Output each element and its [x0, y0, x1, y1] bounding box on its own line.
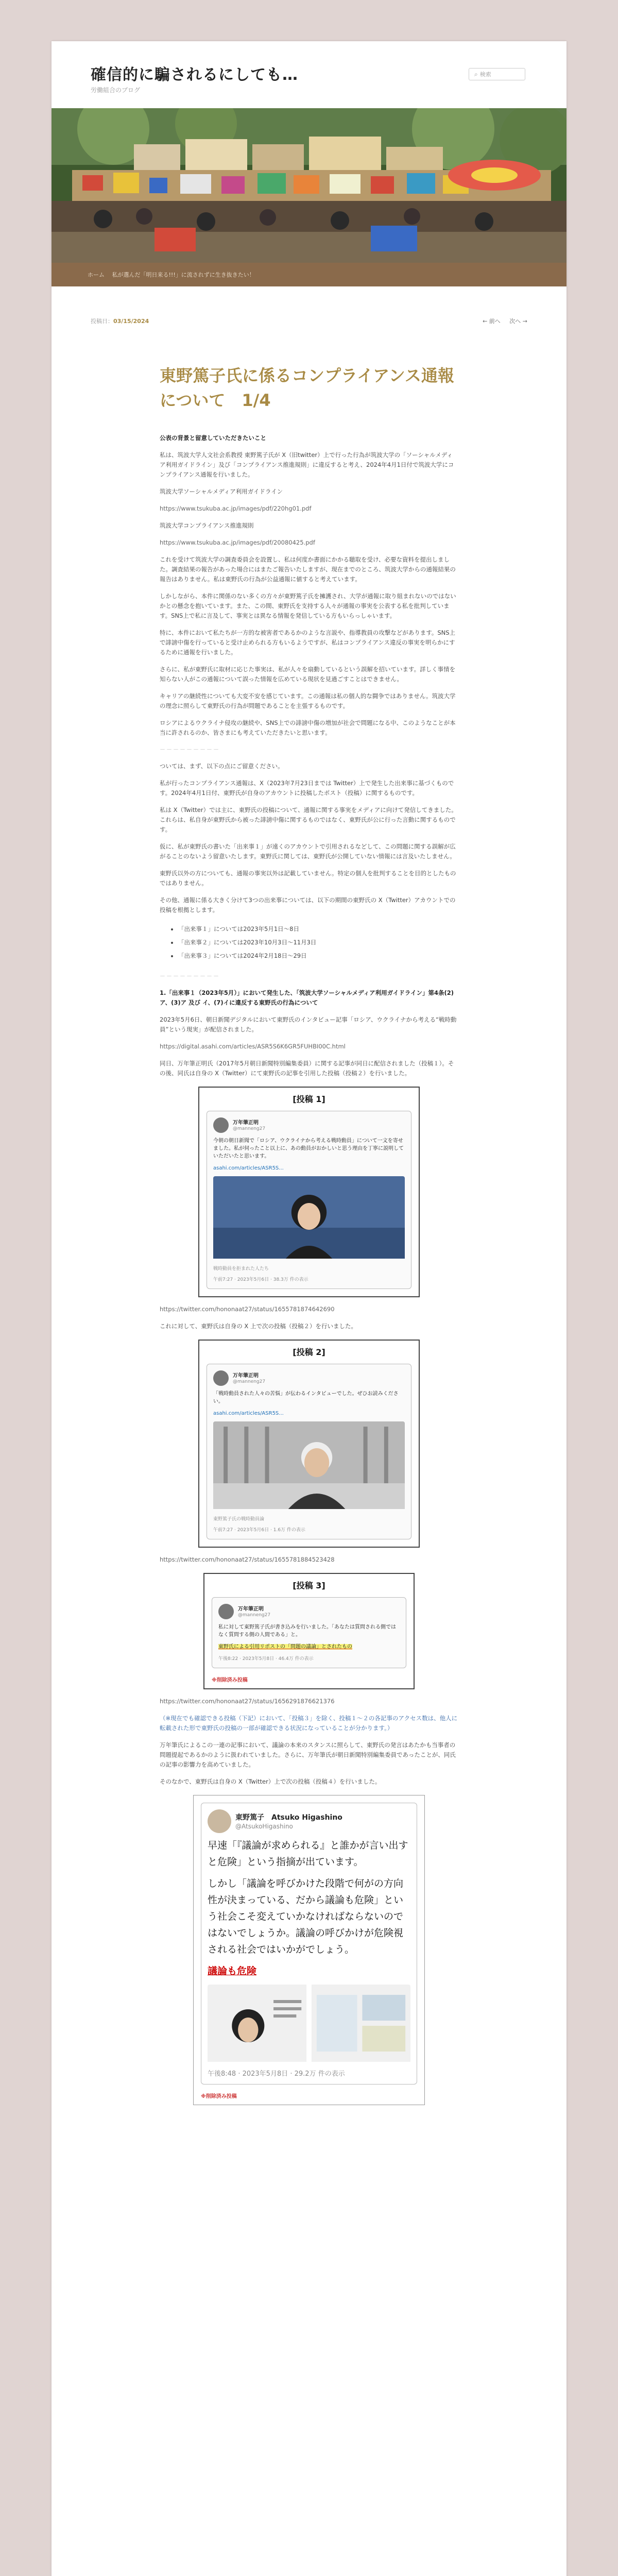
tweet-user-handle: @manneng27 — [238, 1612, 271, 1618]
tweet-screenshot-4 — [193, 1795, 425, 2105]
tweet-text: 「戦時動員された人々の苦悩」が伝わるインタビューでした。ぜひお読みください。 — [213, 1391, 399, 1404]
guideline-label: 筑波大学ソーシャルメディア利用ガイドライン — [160, 488, 283, 495]
tweet-user — [208, 1809, 410, 1833]
tweet-user-name: 万年筆正明 — [233, 1372, 259, 1379]
asahi-article-link[interactable]: https://digital.asahi.com/articles/ASR5S6K6GR5FUHBI00C.html — [160, 1043, 346, 1050]
tweet-label: [投稿 3] — [293, 1581, 325, 1590]
intro-paragraph: これを受けて筑波大学の調査委員会を設置し、私は何度か書面にかかる聴取を受け、必要な資料を提出しました。調査結果の報告があった場合にはまたご報告いたしますが、現在までのところ、筑波大学からの通報結果の報告はありません。私は東野氏の行為が公益通報に値すると考えています。 — [160, 556, 456, 583]
tweet-user — [213, 1117, 405, 1133]
tweet-screenshot-1 — [198, 1087, 420, 1297]
portrait-photo — [213, 1421, 405, 1509]
article-title: 東野篤子氏に係るコンプライアンス通報について 1/4 — [160, 366, 454, 410]
divider: －－－－－－－－－ — [160, 973, 220, 979]
tweet3-url[interactable]: https://twitter.com/hononaat27/status/1656291876621376 — [160, 1698, 335, 1705]
tweet-screenshot-2 — [198, 1340, 420, 1548]
detail-paragraph: 仮に、私が東野氏の書いた「出来事１」が遠くのアカウントで引用されるなどして、この問題に関する誤解が広がることのないよう留意いたします。東野氏に関しては、東野氏が公開していない情報には言及いたしません。 — [160, 843, 456, 860]
tweet-screenshot-3 — [203, 1573, 415, 1689]
site-description: 労働組合のブログ — [91, 87, 141, 94]
tweet-user — [218, 1604, 400, 1619]
after-tweet-paragraph: これに対して、東野氏は自身の X 上で次の投稿（投稿２）を行いました。 — [160, 1323, 357, 1330]
tweet-card — [207, 1364, 411, 1539]
intro-paragraph: ロシアによるウクライナ侵攻の継続や、SNS上での誹謗中傷の増加が社会で問題になる中、このようなことが本当に許されるのか、皆さまにも考えていただきたいと思います。 — [160, 719, 456, 736]
search-icon: ⌕ — [474, 70, 478, 78]
post-date-label: 投稿日： — [91, 318, 113, 325]
prev-post-link[interactable]: ← 前へ — [483, 318, 501, 325]
detail-paragraph: 私は X（Twitter）では主に、東野氏の投稿について、通報に関する事実をメディアに向けて発信してきました。これらは、私自身が東野氏から被った誹謗中傷に関するものではなく、東野氏が公に行った言動に関するものです。 — [160, 806, 457, 833]
post-date[interactable]: 03/15/2024 — [113, 318, 149, 325]
list-item: • 「出来事３」については2024年2月18日～29日 — [178, 949, 458, 962]
tweet-text: 早速「『議論が求められる』と誰かが言い出すと危険」という指摘が出ています。 — [208, 1840, 408, 1868]
article — [160, 363, 458, 2112]
list-item: • 「出来事２」については2023年10月3日～11月3日 — [178, 936, 458, 949]
tweet-highlight — [208, 1963, 410, 1979]
detail-paragraph: 私が行ったコンプライアンス通報は、X（2023年7月23日までは Twitter）上で発生した出来事に基づくものです。2024年4月1日付、東野氏が自身のアカウントに投稿したポスト（投稿）に関するものです。 — [160, 779, 454, 796]
avatar — [218, 1604, 234, 1619]
event1-paragraph: 同日、万年筆正明氏（2017年5月朝日新聞特別編集委員）に関する記事が同日に配信されました（投稿１）。その後、同氏は自身の X（Twitter）にて東野氏の記事を引用した投稿（投稿２）を行いました。 — [160, 1060, 454, 1077]
tweet2-url[interactable]: https://twitter.com/hononaat27/status/1655781884523428 — [160, 1556, 335, 1563]
after-tweet-paragraph: そのなかで、東野氏は自身の X（Twitter）上で次の投稿（投稿４）を行いました。 — [160, 1778, 381, 1785]
post-navigation — [475, 317, 527, 325]
guideline-link[interactable]: https://www.tsukuba.ac.jp/images/pdf/220hg01.pdf — [160, 505, 312, 512]
article-thumbnails — [208, 1985, 410, 2062]
tweet-image — [208, 1985, 410, 2064]
tweet-timestamp: 午後8:22 · 2023年5月8日 · 46.4万 件の表示 — [218, 1656, 314, 1662]
deleted-post-note: ※削除済み投稿 — [212, 1677, 248, 1683]
tweet-card — [212, 1597, 406, 1668]
tweet-user-handle: @manneng27 — [233, 1379, 266, 1384]
tweet-user-name: 万年筆正明 — [238, 1606, 264, 1612]
tweet-user-handle: @manneng27 — [233, 1126, 266, 1131]
portrait-photo — [213, 1176, 405, 1259]
tweet-text: しかし「議論を呼びかけた段階で何がの方向性が決まっている、だから議論も危険」という社会こそ変えていかなければならないのではないでしょうか。議論の呼びかけが危険視される社会ではいかがでしょう。 — [208, 1878, 404, 1955]
detail-paragraph: 東野氏以外の方についても、通報の事実以外は記載していません。特定の個人を批判することを目的としたものではありません。 — [160, 870, 456, 887]
tweet-link[interactable]: asahi.com/articles/ASR5S... — [213, 1411, 284, 1416]
divider: －－－－－－－－－ — [160, 746, 220, 753]
avatar — [208, 1809, 231, 1833]
tweet-timestamp: 午前7:27 · 2023年5月6日 · 38.3万 件の表示 — [213, 1277, 308, 1282]
intro-paragraph: 私は、筑波大学人文社会系教授 東野篤子氏が X（旧twitter）上で行った行為が筑波大学の「ソーシャルメディア利用ガイドライン」及び「コンプライアンス推進規則」に違反すると考え、2024年4月1日付で筑波大学にコンプライアンス通報を行いました。 — [160, 451, 454, 478]
rule-label: 筑波大学コンプライアンス推進規則 — [160, 522, 254, 529]
rule-link[interactable]: https://www.tsukuba.ac.jp/images/pdf/20080425.pdf — [160, 539, 315, 546]
detail-paragraph: その他、通報に係る大きく分けて3つの出来事については、以下の期間の東野氏の X（Twitter）アカウントでの投稿を根拠とします。 — [160, 896, 456, 913]
tweet-text: 今朝の朝日新聞で「ロシア、ウクライナから考える戦時動員」について一文を寄せました。私が伺ったこと以上に、あの動員がおかしいと思う理由を丁寧に説明していただいたと思います。 — [213, 1138, 404, 1159]
avatar — [213, 1117, 229, 1133]
tweet-user — [213, 1370, 405, 1386]
tweet1-url[interactable]: https://twitter.com/hononaat27/status/1655781874642690 — [160, 1306, 335, 1313]
highlighted-phrase: 東野氏による引用リポストの「問題の議論」とされたもの — [218, 1644, 352, 1650]
deleted-post-note: ※削除済み投稿 — [201, 2094, 237, 2099]
tweet-text: 私に対して東野篤子氏が書き込みを行いました。「あなたは質問される側ではなく質問する側の人間である」と。 — [218, 1624, 396, 1638]
site-header — [52, 41, 566, 108]
about-paragraph: ついては、まず、以下の点にご留意ください。 — [160, 762, 284, 770]
tweet-image — [213, 1176, 405, 1261]
after-tweet-paragraph: （※現在でも確認できる投稿（下記）において、「投稿３」を除く、投稿１～２の各記事のアクセス数は、他人に転載された形で東野氏の投稿の一部が確認できる状況になっていることが分かります。） — [160, 1715, 458, 1732]
site-title[interactable]: 確信的に騙されるにしても… — [91, 66, 298, 84]
avatar — [213, 1370, 229, 1386]
section-heading: 公表の背景と留意していただきたいこと — [160, 434, 266, 442]
highlighted-phrase: 議論も危険 — [208, 1965, 257, 1977]
tweet-caption: 東野篤子氏の戦時動員論 — [213, 1517, 265, 1522]
intro-paragraph: 特に、本件において私たちが一方的な被害者であるかのような言説や、指導教員の攻撃などがあります。SNS上で誹謗中傷を行っていると受け止められる方もいるようですが、私はコンプライアンス違反の事実を明らかにするために通報を行いました。 — [160, 629, 456, 656]
search-input[interactable] — [469, 68, 525, 80]
intro-paragraph: しかしながら、本件に関係のない多くの方々が東野篤子氏を擁護され、大学が通報に取り組まれないのではないかとの懸念を抱いています。また、この間、東野氏を支持する人々が通報の事実を公表する私を批判しています。SNS上で私に言及して、事実とは異なる情報を発信している方もいらっしゃいます。 — [160, 592, 456, 619]
tweet-caption: 戦時動員を拒まれた人たち — [213, 1266, 269, 1272]
tweet-link[interactable]: asahi.com/articles/ASR5S... — [213, 1165, 284, 1171]
after-tweet-paragraph: 万年筆氏によるこの一連の記事において、議論の本来のスタンスに照らして、東野氏の発言はあたかも当事者の問題提起であるかのように扱われていました。さらに、万年筆氏が朝日新聞特別編集委員であったことが、同氏の記事の影響力を高めていました。 — [160, 1741, 456, 1768]
tweet-highlight — [218, 1643, 400, 1651]
tweet-user-handle: @AtsukoHigashino — [235, 1823, 293, 1830]
tweet-image — [213, 1421, 405, 1511]
next-post-link[interactable]: 次へ → — [509, 318, 527, 325]
tweet-label: [投稿 2] — [293, 1347, 325, 1357]
list-item: • 「出来事１」については2023年5月1日～8日 — [178, 922, 458, 936]
search-placeholder: 検索 — [479, 71, 491, 78]
tweet-card — [201, 1803, 417, 2084]
tweet-timestamp: 午後8:48 · 2023年5月8日 · 29.2万 件の表示 — [208, 2070, 345, 2078]
tweet-user-name: 東野篤子 Atsuko Higashino — [235, 1814, 342, 1822]
page — [52, 41, 566, 2576]
intro-paragraph: さらに、私が東野氏に取材に応じた事実は、私が人々を扇動しているという誤解を招いています。詳しく事情を知らない人がこの通報について誤った情報を広めている現状を見過ごすことはできません。 — [160, 666, 456, 683]
tweet-timestamp: 午前7:27 · 2023年5月6日 · 1.6万 件の表示 — [213, 1528, 305, 1533]
banner-photo — [52, 108, 566, 263]
tweet-card — [207, 1111, 411, 1289]
breadcrumb — [52, 263, 566, 286]
tweet-label: [投稿 1] — [293, 1094, 325, 1104]
event1-paragraph: 2023年5月6日、朝日新聞デジタルにおいて東野氏のインタビュー記事「ロシア、ウクライナから考える“戦時動員”という現実」が配信されました。 — [160, 1016, 457, 1033]
post-meta — [91, 317, 527, 325]
event1-heading: 1.「出来事１（2023年5月）」において発生した、「筑波大学ソーシャルメディア利用ガイドライン」第4条(2)ア、(3)ア 及び イ、(7)イに違反する東野氏の行為について — [160, 989, 454, 1006]
header-banner-image — [52, 108, 566, 263]
breadcrumb-text[interactable]: ホーム 私が選んだ「明日来る!!!」に流されずに生き抜きたい！ — [88, 272, 255, 278]
tweet-user-name: 万年筆正明 — [233, 1120, 259, 1126]
intro-paragraph: キャリアの継続性についても大変不安を感じています。この通報は私の個人的な闘争ではありません。筑波大学の理念に照らして東野氏の行為が問題であることを主張するものです。 — [160, 692, 456, 709]
event-period-list — [160, 922, 458, 962]
